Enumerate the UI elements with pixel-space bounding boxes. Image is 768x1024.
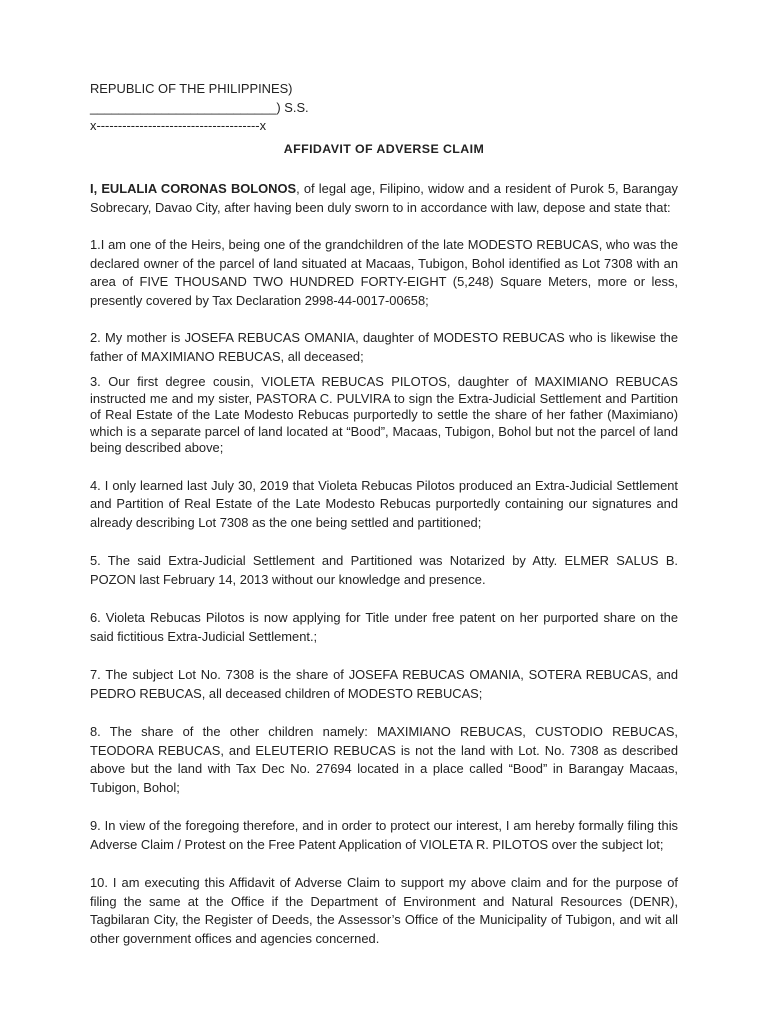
paragraph-1: 1.I am one of the Heirs, being one of the grandchildren of the late MODESTO REBUCAS, who was the declared owner of the parcel of land situated at Macaas, Tubigon, Bohol identified as Lot 7308 with an area of FIVE THOUSAND TWO HUNDRED FORTY-EIGHT (5,248) Square Meters, more or less, presently covered by Tax Declaration 2998-44-0017-00658; [90,237,678,308]
document-page [90,80,678,948]
paragraph-7: 7. The subject Lot No. 7308 is the share of JOSEFA REBUCAS OMANIA, SOTERA REBUCAS, and PEDRO REBUCAS, all deceased children of MODESTO REBUCAS; [90,667,678,701]
affiant-name: I, EULALIA CORONAS BOLONOS [90,181,297,196]
paragraph-4: 4. I only learned last July 30, 2019 that Violeta Rebucas Pilotos produced an Extra-Judicial Settlement and Partition of Real Estate of the Late Modesto Rebucas purportedly containing our signatures and already describing Lot 7308 as the one being settled and partitioned; [90,477,678,530]
venue-blank-line: __________________________) S.S. [90,99,309,115]
paragraph-8: 8. The share of the other children namely: MAXIMIANO REBUCAS, CUSTODIO REBUCAS, TEODORA REBUCAS, and ELEUTERIO REBUCAS is not the land with Lot. No. 7308 as described above but the land with Tax Dec No. 27694 located in a place called “Bood” in Barangay Macaas, Tubigon, Bohol; [90,724,678,795]
venue-separator-line: x--------------------------------------x [90,118,267,133]
paragraph-9: 9. In view of the foregoing therefore, and in order to protect our interest, I am hereby formally filing this Adverse Claim / Protest on the Free Patent Application of VIOLETA R. PILOTOS over the subject lot; [90,818,678,852]
intro-text: , of legal age, Filipino, widow and a resident of Purok 5, Barangay Sobrecary, Davao City, after having been duly sworn to in accordance with law, depose and state that: [90,181,678,215]
venue-republic-line: REPUBLIC OF THE PHILIPPINES) [90,81,293,96]
paragraph-6: 6. Violeta Rebucas Pilotos is now applying for Title under free patent on her purported share on the said fictitious Extra-Judicial Settlement.; [90,610,678,644]
paragraph-3: 3. Our first degree cousin, VIOLETA REBUCAS PILOTOS, daughter of MAXIMIANO REBUCAS instructed me and my sister, PASTORA C. PULVIRA to sign the Extra-Judicial Settlement and Partition of Real Estate of the Late Modesto Rebucas purportedly to settle the share of her father (Maximiano) which is a separate parcel of land located at “Bood”, Macaas, Tubigon, Bohol but not the parcel of land being described above; [90,374,678,455]
document-title: AFFIDAVIT OF ADVERSE CLAIM [283,141,485,156]
paragraph-5: 5. The said Extra-Judicial Settlement and Partitioned was Notarized by Atty. ELMER SALUS B. POZON last February 14, 2013 without our knowledge and presence. [90,553,678,587]
paragraph-2: 2. My mother is JOSEFA REBUCAS OMANIA, daughter of MODESTO REBUCAS who is likewise the father of MAXIMIANO REBUCAS, all deceased; [90,330,678,364]
paragraph-10: 10. I am executing this Affidavit of Adverse Claim to support my above claim and for the purpose of filing the same at the Office if the Department of Environment and Natural Resources (DENR), Tagbilaran City, the Register of Deeds, the Assessor’s Office of the Municipality of Tubigon, and wit all other government offices and agencies concerned. [90,875,678,946]
intro-paragraph [90,180,678,217]
